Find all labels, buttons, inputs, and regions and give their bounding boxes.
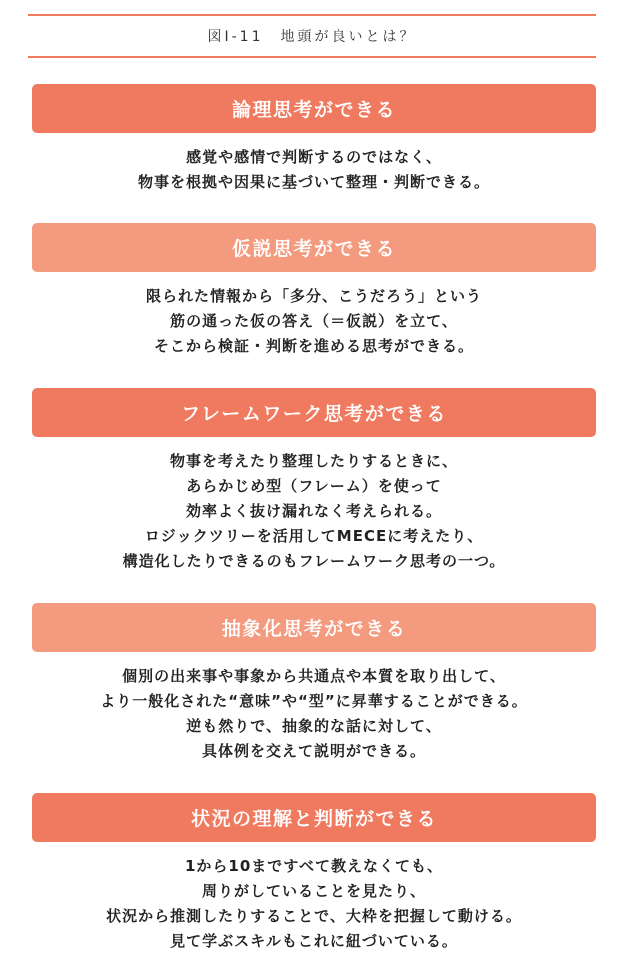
- bottom-rule: [28, 56, 596, 58]
- description-line: 個別の出来事や事象から共通点や本質を取り出して、: [122, 667, 506, 685]
- description-line: 感覚や感情で判断するのではなく、: [186, 148, 442, 166]
- description-line: 状況から推測したりすることで、大枠を把握して動ける。: [106, 907, 522, 925]
- description-line: 物事を根拠や因果に基づいて整理・判断できる。: [137, 173, 490, 191]
- figure-title: 図Ⅰ-11 地頭が良いとは？: [207, 29, 417, 45]
- description-line: ロジックツリーを活用してMECEに考えたり、: [144, 527, 484, 545]
- description-line: 効率よく抜け漏れなく考えられる。: [185, 502, 442, 520]
- description-line: 限られた情報から「多分、こうだろう」という: [145, 287, 482, 305]
- section-description: [32, 145, 596, 195]
- description-line: 筋の通った仮の答え（＝仮説）を立て、: [170, 312, 458, 330]
- section-situation-judgment: [32, 793, 596, 954]
- section-hypothesis-thinking: [32, 223, 596, 359]
- section-description: [32, 284, 596, 359]
- description-line: 見て学ぶスキルもこれに紐づいている。: [170, 932, 458, 950]
- section-heading: 仮説思考ができる: [32, 223, 596, 272]
- description-line: より一般化された“意味”や“型”に昇華することができる。: [100, 692, 528, 710]
- section-abstraction-thinking: [32, 603, 596, 764]
- section-framework-thinking: [32, 388, 596, 574]
- description-line: 1から10まですべて教えなくても、: [184, 857, 443, 875]
- description-line: そこから検証・判断を進める思考ができる。: [153, 337, 474, 355]
- description-line: 構造化したりできるのもフレームワーク思考の一つ。: [122, 552, 506, 570]
- description-line: 物事を考えたり整理したりするときに、: [169, 452, 458, 470]
- section-heading: 抽象化思考ができる: [32, 603, 596, 652]
- description-line: あらかじめ型（フレーム）を使って: [186, 477, 442, 495]
- section-heading: 状況の理解と判断ができる: [32, 793, 596, 842]
- section-logical-thinking: [32, 84, 596, 195]
- top-rule: [28, 14, 596, 16]
- section-description: [32, 449, 596, 574]
- section-heading: フレームワーク思考ができる: [32, 388, 596, 437]
- description-line: 逆も然りで、抽象的な話に対して、: [186, 717, 442, 735]
- section-description: [32, 664, 596, 764]
- section-heading: 論理思考ができる: [32, 84, 596, 133]
- description-line: 具体例を交えて説明ができる。: [201, 742, 426, 760]
- section-description: [32, 854, 596, 954]
- description-line: 周りがしていることを見たり、: [201, 882, 426, 900]
